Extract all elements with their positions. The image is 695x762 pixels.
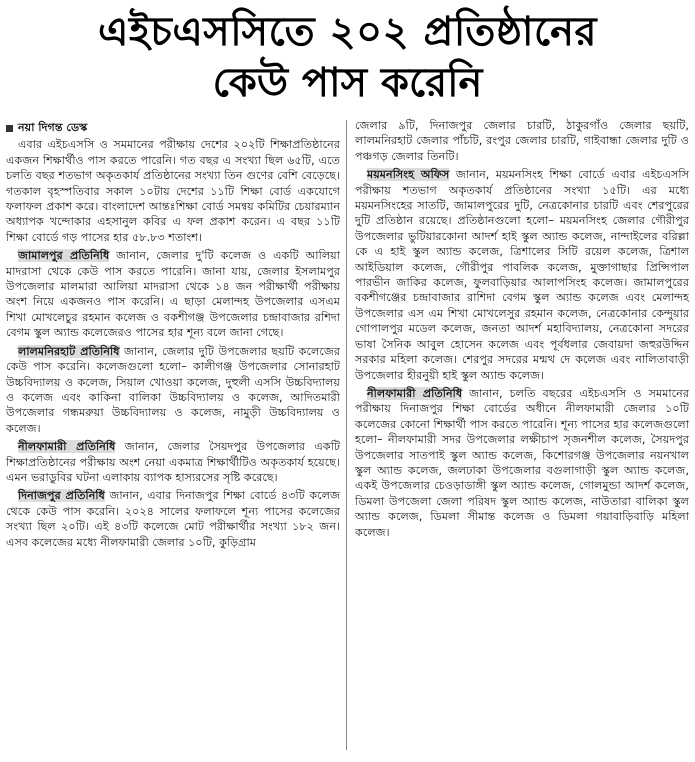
paragraph-nilphamari-left: [6, 439, 340, 485]
paragraph-jamalpur-body: জানান, জেলার দু'টি কলেজ ও একটি আলিয়া মাদরাসা থেকে কেউ পাস করতে পারেনি। জানা যায়, জেলার ইসলামপুর উপজেলার মালমারা আলিয়া মাদরাসা থেকে ১৪ জন পরীক্ষার্থী পরীক্ষায় অংশ নিয়ে একজনও পাস করেনি। এ ছাড়া মেলান্দহ উপজেলার এসএম শিখা মোখলেচুর রহমান কলেজ ও বকশীগঞ্জ উপজেলার চন্দ্রাবাজার রশিদা বেগম স্কুল অ্যান্ড কলেজেরও পাসের হার শূন্য বলে জানা গেছে।: [6, 249, 340, 340]
headline-line-2: কেউ পাস করেনি: [212, 60, 483, 106]
dateline-mymensingh: ময়মনসিংহ অফিস: [367, 168, 450, 182]
dateline-dinajpur: দিনাজপুর প্রতিনিধি: [18, 489, 105, 503]
paragraph-mymensingh: [355, 167, 689, 383]
headline: [0, 6, 695, 108]
left-column: [6, 120, 340, 553]
dateline-lalmonirhat: লালমনিরহাট প্রতিনিধি: [18, 344, 120, 358]
paragraph-nilphamari-left-body: জানান, জেলার সৈয়দপুর উপজেলার একটি শিক্ষাপ্রতিষ্ঠানের পরীক্ষায় অংশ নেয়া একমাত্র শিক্ষার্থীটিও অকৃতকার্য হয়েছে। এমন ভরাডুবির ঘটনা এলাকায় ব্যাপক হাস্যরসের সৃষ্টি করেছে।: [6, 440, 340, 484]
paragraph-dinajpur-body: জানান, এবার দিনাজপুর শিক্ষা বোর্ডে ৪৩টি কলেজ থেকে কেউ পাস করেনি। ২০২৪ সালের ফলাফলে শূন্য পাসের কলেজের সংখ্যা ছিল ২০টি। এই ৪৩টি কলেজে মোট পরীক্ষার্থীর সংখ্যা ১৮২ জন। এসব কলেজের মধ্যে নীলফামারী জেলার ১০টি, কুড়িগ্রাম: [6, 489, 340, 549]
byline: [6, 120, 340, 135]
paragraph-lalmonirhat-body: জানান, জেলার দুটি উপজেলার ছয়টি কলেজের কেউ পাস করেনি। কলেজগুলো হলো– কালীগঞ্জ উপজেলার সোনারহাট উচ্চবিদ্যালয় ও কলেজ, সিয়াল খোওয়া কলেজ, দুহুলী এসসি উচ্চবিদ্যালয় ও কলেজ এবং কাকিনা বালিকা উচ্চবিদ্যালয় ও কলেজ, আদিতমারী উপজেলার গন্ধমরুয়া উচ্চবিদ্যালয় ও কলেজ, নামুড়ী উচ্চবিদ্যালয় ও কলেজ।: [6, 344, 340, 435]
paragraph-lalmonirhat: [6, 344, 340, 436]
right-column: [355, 118, 689, 543]
paragraph-continuation: জেলার ৯টি, দিনাজপুর জেলার চারটি, ঠাকুরগাঁও জেলার ছয়টি, লালমনিরহাট জেলার পাঁচটি, রংপুর জেলার চারটি, গাইবান্ধা জেলার দুটি ও পঞ্চগড় জেলার তিনটি।: [355, 119, 689, 163]
dateline-jamalpur: জামালপুর প্রতিনিধি: [18, 249, 110, 263]
paragraph-dinajpur: [6, 488, 340, 550]
bullet-square-icon: [6, 125, 13, 132]
paragraph-nilphamari-right-body: জানান, চলতি বছরের এইচএসসি ও সমমানের পরীক্ষায় দিনাজপুর শিক্ষা বোর্ডের অধীনে নীলফামারী জেলার ১০টি কলেজের কোনো শিক্ষার্থী পাস করতে পারেনি। শূন্য পাসের হার কলেজগুলো হলো– নীলফামারী সদর উপজেলার লক্ষীচাপ সৃজনশীল কলেজ, সৈয়দপুর উপজেলার সাতপাই স্কুল অ্যান্ড কলেজ, কিশোরগঞ্জ উপজেলার নয়নখাল স্কুল অ্যান্ড কলেজ, জলঢাকা উপজেলার বগুলাগাড়ী স্কুল অ্যান্ড কলেজ, একই উপজেলার চেওড়াডাঙ্গী স্কুল অ্যান্ড কলেজ, গোলমুন্ডা আদর্শ কলেজ, ডিমলা উপজেলা জেলা পরিষদ স্কুল অ্যান্ড কলেজ, নাউতারা বালিকা স্কুল অ্যান্ড কলেজ, ডিমলা সীমান্ত কলেজ ও ডিমলা গয়াবাড়িবাড়ি মহিলা কলেজ।: [355, 386, 689, 539]
paragraph-intro: এবার এইচএসসি ও সমমানের পরীক্ষায় দেশের ২০২টি শিক্ষাপ্রতিষ্ঠানের একজন শিক্ষার্থীও পাস করতে পারেনি। গত বছর এ সংখ্যা ছিল ৬৫টি, এতে চলতি বছর শতভাগ অকৃতকার্য প্রতিষ্ঠানের সংখ্যা তিন গুণের বেশি বেড়েছে। গতকাল বৃহস্পতিবার সকাল ১০টায় দেশের ১১টি শিক্ষা বোর্ড একযোগে ফলাফল প্রকাশ করে। বাংলাদেশ আন্তঃশিক্ষা বোর্ড সমন্বয় কমিটির চেয়ারম্যান অধ্যাপক খন্দোকার এহসানুল কবির এ ফল প্রকাশ করেন। এ বছর ১১টি শিক্ষা বোর্ডে গড় পাসের হার ৫৮.৮৩ শতাংশ।: [6, 138, 340, 244]
headline-line-1: এইচএসসিতে ২০২ প্রতিষ্ঠানের: [98, 9, 597, 55]
paragraph-nilphamari-right: [355, 386, 689, 540]
paragraph-jamalpur: [6, 248, 340, 340]
byline-text: নয়া দিগন্ত ডেস্ক: [18, 121, 88, 134]
paragraph-mymensingh-body: জানান, ময়মনসিংহ শিক্ষা বোর্ডে এবার এইচএসসি পরীক্ষায় শতভাগ অকৃতকার্য প্রতিষ্ঠানের সংখ্যা ১৫টি। এর মধ্যে ময়মনসিংহের সাতটি, জামালপুরের দুটি, নেত্রকোনার চারটি এবং শেরপুরের দুটি প্রতিষ্ঠান রয়েছে। প্রতিষ্ঠানগুলো হলো– ময়মনসিংহ জেলার গৌরীপুর উপজেলার ভুটিয়ারকোনা আদর্শ হাই স্কুল অ্যান্ড কলেজ, নান্দাইলের বরিল্লা কে এ হাই স্কুল অ্যান্ড কলেজ, ত্রিশালের সিটি রয়েল কলেজ, ত্রিশাল আইডিয়াল কলেজ, গৌরীপুর পাবলিক কলেজ, মুক্তাগাছার প্রিন্সিপাল পারভীন জাকির কলেজ, ফুলবাড়িয়ার আলাপসিংহ কলেজ। জামালপুরের বকশীগঞ্জের চন্দ্রাবাজার রাশিদা বেগম স্কুল অ্যান্ড কলেজ এবং মেলান্দহ উপজেলার এস এম শিখা মোখলেসুর রহমান কলেজ, নেত্রকোনার কেন্দুয়ার গোপালপুর মডেল কলেজ, জনতা আদর্শ মহাবিদ্যালয়, নেত্রকোনা সদরের ভাষা সৈনিক আবুল হোসেন কলেজ এবং পূর্বধলার জেবায়দা জহুরউদ্দিন সরকার মহিলা কলেজ। শেরপুর সদরের মন্মথ দে কলেজ এবং নালিতাবাড়ী উপজেলার হীরনুয়ী হাই স্কুল অ্যান্ড কলেজ।: [355, 168, 689, 382]
column-divider: [346, 120, 347, 750]
dateline-nilphamari-left: নীলফামারী প্রতিনিধি: [18, 440, 116, 454]
dateline-nilphamari-right: নীলফামারী প্রতিনিধি: [367, 386, 463, 400]
